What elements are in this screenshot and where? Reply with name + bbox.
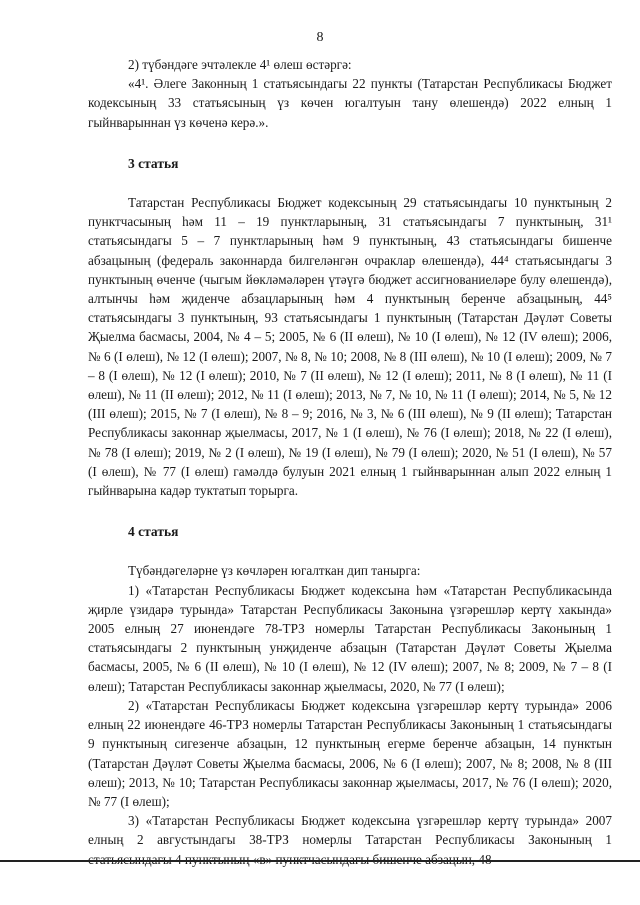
intro-line: 2) түбәндәге эчтәлекле 4¹ өлеш өстәргә: [128,57,352,72]
article-4-item-2: 2) «Татарстан Республикасы Бюджет кодексына үзгәрешләр кертү турында» 2006 елның 22 июнендәге 46-ТРЗ номерлы Татарстан Республикасы Законының 1 статьясындагы 9 пунктының сигезенче абзацын, 12 пунктының егерме беренче абзацын, 14 пунктын (Татарстан Дәүләт Советы Җыелма басмасы, 2006, № 6 (I өлеш); 2007, № 8; 2008, № 8 (III өлеш); 2013, № 10; Татарстан Республикасы законнар җыелмасы, 2017, № 76 (I өлеш); 2020, № 77 (I өлеш); [88,697,612,809]
article-4-lead: Түбәндәгеләрне үз көчләрен югалткан дип танырга: [128,563,421,579]
bottom-rule [0,860,640,862]
quoted-paragraph: «4¹. Әлеге Законның 1 статьясындагы 22 пункты (Татарстан Республикасы Бюджет кодексының 33 статьясының үз көчен югалтуын тану өлешендә) 2022 елның 1 гыйнварыннан үз көченә керә.». [88,76,612,130]
page-number: 8 [316,30,324,45]
article-4-item-1: 1) «Татарстан Республикасы Бюджет кодексына һәм «Татарстан Республикасында җирле үзидарә турында» Татарстан Республикасы Законына үзгәрешләр кертү хакында» 2005 елның 27 июнендәге 78-ТРЗ номерлы Татарстан Республикасы Законының 1 статьясындагы 2 пунктының унҗиденче абзацын (Татарстан Дәүләт Советы Җыелма басмасы, 2005, № 6 (II өлеш), № 10 (I өлеш), № 12 (IV өлеш); 2007, № 8; 2009, № 7 – 8 (I өлеш); Татарстан Республикасы законнар җыелмасы, 2020, № 77 (I өлеш); [88,582,612,694]
article-3-heading: 3 статья [128,155,179,171]
article-4-item-3: 3) «Татарстан Республикасы Бюджет кодексына үзгәрешләр кертү турында» 2007 елның 2 августындагы 38-ТРЗ номерлы Татарстан Республикасы Законының 1 [88,813,612,848]
article-4-heading: 4 статья [128,524,179,540]
document-body [88,55,612,869]
article-3-text: Татарстан Республикасы Бюджет кодексының 29 статьясындагы 10 пунктының 2 пунктчасының һәм 11 – 19 пунктларының, 31 статьясындагы 7 пунктының, 31¹ статьясындагы 5 – 7 пунктларының һәм 9 пунктының, 43 статьясындагы бишенче абзацының (федераль законнарда билгеләнгән очраклар өлешендә), 44⁴ статьясындагы 3 пунктының өченче (чыгым йөкләмәләрен үтәүгә бюджет ассигнованиеләре булу өлешендә), алтынчы һәм җиденче абзацларының һәм 4 пунктының беренче абзацының, 44⁵ статьясындагы 3 пунктының, 93 статьясындагы 1 пунктының (Татарстан Дәүләт Советы Җыелма басмасы, 2004, № 4 – 5; 2005, № 6 (II өлеш), № 10 (I өлеш), № 12 (IV өлеш); 2006, № 6 (I өлеш), № 12 (I өлеш); 2007, № 8, № 10; 2008, № 8 (III өлеш), № 10 (I өлеш); 2009, № 7 – 8 (I өлеш), № 12 (I өлеш); 2010, № 7 (II өлеш), № 12 (I өлеш); 2011, № 8 (I өлеш), № 11 (I өлеш), № 11 (II өлеш); 2012, № 11 (I өлеш); 2013, № 7, № 10, № 11 (I өлеш); 2014, № 5, № 12 (III өлеш); 2015, № 7 (I өлеш), № 8 – 9; 2016, № 3, № 6 (III өлеш), № 9 (II өлеш); Татарстан Республикасы законнар җыелмасы, 2017, № 1 (I өлеш), № 76 (I өлеш); 2018, № 22 (I өлеш), № 78 (I өлеш); 2019, № 2 (I өлеш), № 19 (I өлеш), № 79 (I өлеш); 2020, № 51 (I өлеш), № 57 (I өлеш), № 77 (I өлеш) гамәлдә булуын 2021 елның 1 гыйнварыннан алып 2022 елның 1 гыйнварына кадәр туктатып торырга. [88,195,612,499]
